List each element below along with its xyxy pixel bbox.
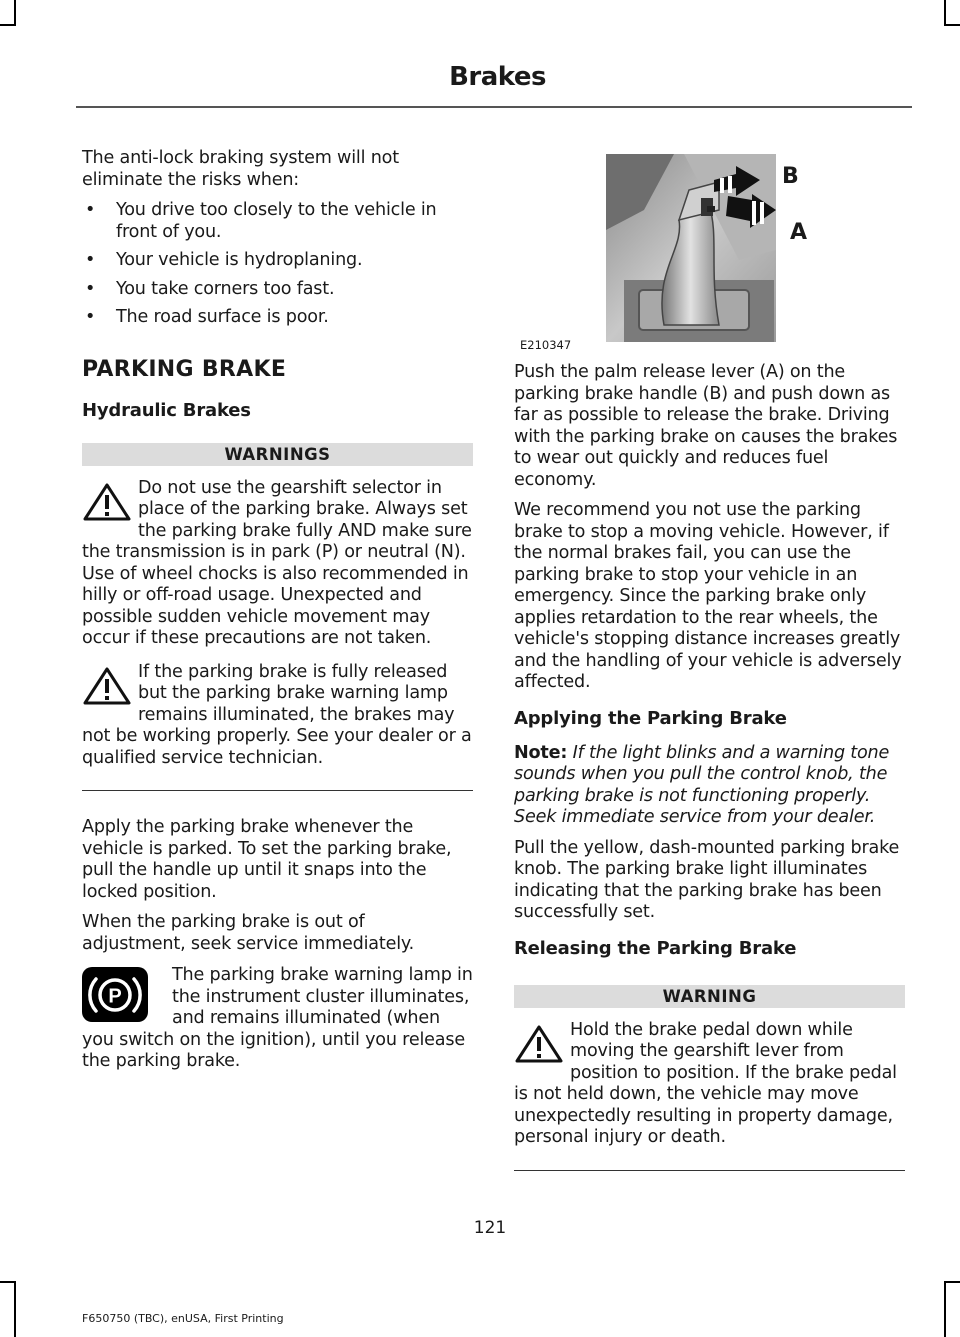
crop-mark [944,1281,946,1337]
crop-mark [0,24,16,26]
warning-box [514,985,905,1171]
intro-text: The anti-lock braking system will not eliminate the risks when: [82,148,399,190]
list-item: • The road surface is poor. [82,307,473,329]
note-paragraph [514,743,905,829]
header-divider [76,106,912,108]
footer-text: F650750 (TBC), enUSA, First Printing [82,1312,284,1325]
warning-item [82,662,473,770]
parking-brake-handle-illustration [514,150,905,352]
crop-mark [944,24,960,26]
warning-item [514,1020,905,1149]
warning-text: If the parking brake is fully released but the parking brake warning lamp remains illuminated, the brakes may not be working properly. See your dealer or a qualified service technician. [82,661,472,768]
warnings-header: WARNINGS [82,443,473,466]
lamp-text: The parking brake warning lamp in the instrument cluster illuminates, and remains illuminated (when you switch on the ignition), until you release the parking brake. [82,965,473,1071]
subsection-title: Releasing the Parking Brake [514,937,797,959]
crop-mark [944,1281,960,1283]
label-b: B [782,164,799,189]
section-title: PARKING BRAKE [82,356,287,382]
parking-brake-figure [514,150,905,352]
parking-brake-symbol-icon [88,973,142,1017]
body-paragraph: We recommend you not use the parking brake to stop a moving vehicle. However, if the normal brakes fail, you can use the parking brake to stop your vehicle in an emergency. Since the parking brake only applies retardation to the rear wheels, the vehicle's stopping distance increases greatly and the handling of your vehicle is adversely affected. [514,500,902,692]
body-paragraph: Push the palm release lever (A) on the parking brake handle (B) and push down as far as possible to release the brake. Driving with the parking brake on causes the brakes to wear out quickly and reduces fuel economy. [514,362,898,490]
body-paragraph: When the parking brake is out of adjustment, seek service immediately. [82,912,414,954]
note-text: If the light blinks and a warning tone sounds when you pull the control knob, the parking brake is not functioning properly. Seek immediate service from your dealer. [514,742,890,827]
right-column [514,150,905,1197]
body-paragraph: Pull the yellow, dash-mounted parking brake knob. The parking brake light illuminates indicating that the parking brake has been successfully set. [514,837,900,922]
label-a: A [790,220,808,245]
parking-brake-lamp-icon [82,967,148,1022]
body-paragraph: Apply the parking brake whenever the vehicle is parked. To set the parking brake, pull the handle up until it snaps into the locked position. [82,817,452,902]
warnings-box [82,443,473,792]
crop-mark [14,1281,16,1337]
crop-mark [944,0,946,26]
page-title: Brakes [449,62,546,92]
list-item: • You drive too closely to the vehicle in front of you. [82,200,473,243]
warning-text: Hold the brake pedal down while moving the gearshift lever from position to position. If the brake pedal is not held down, the vehicle may move unexpectedly resulting in property damage, personal injury or death. [514,1019,897,1147]
crop-mark [14,0,16,26]
warning-text: Do not use the gearshift selector in place of the parking brake. Always set the parking brake fully AND make sure the transmission is in park (P) or neutral (N). Use of wheel chocks is also recommended in hilly or off-road usage. Unexpected and possible sudden vehicle movement may occur if these precautions are not taken. [82,477,472,648]
subsection-title: Hydraulic Brakes [82,399,251,421]
subsection-title: Applying the Parking Brake [514,707,787,729]
parking-letter: P [108,985,122,1007]
list-item: • You take corners too fast. [82,279,473,301]
page-number: 121 [473,1218,507,1238]
left-column [82,148,473,1073]
list-item: • Your vehicle is hydroplaning. [82,250,473,272]
warning-item [82,478,473,650]
note-label: Note: [514,742,568,763]
figure-code: E210347 [520,338,572,352]
warning-lamp-paragraph [82,965,473,1073]
warning-triangle-icon [82,666,132,706]
risk-list [82,200,473,329]
warning-triangle-icon [514,1024,564,1064]
crop-mark [0,1281,16,1283]
warning-header: WARNING [514,985,905,1008]
warning-triangle-icon [82,482,132,522]
